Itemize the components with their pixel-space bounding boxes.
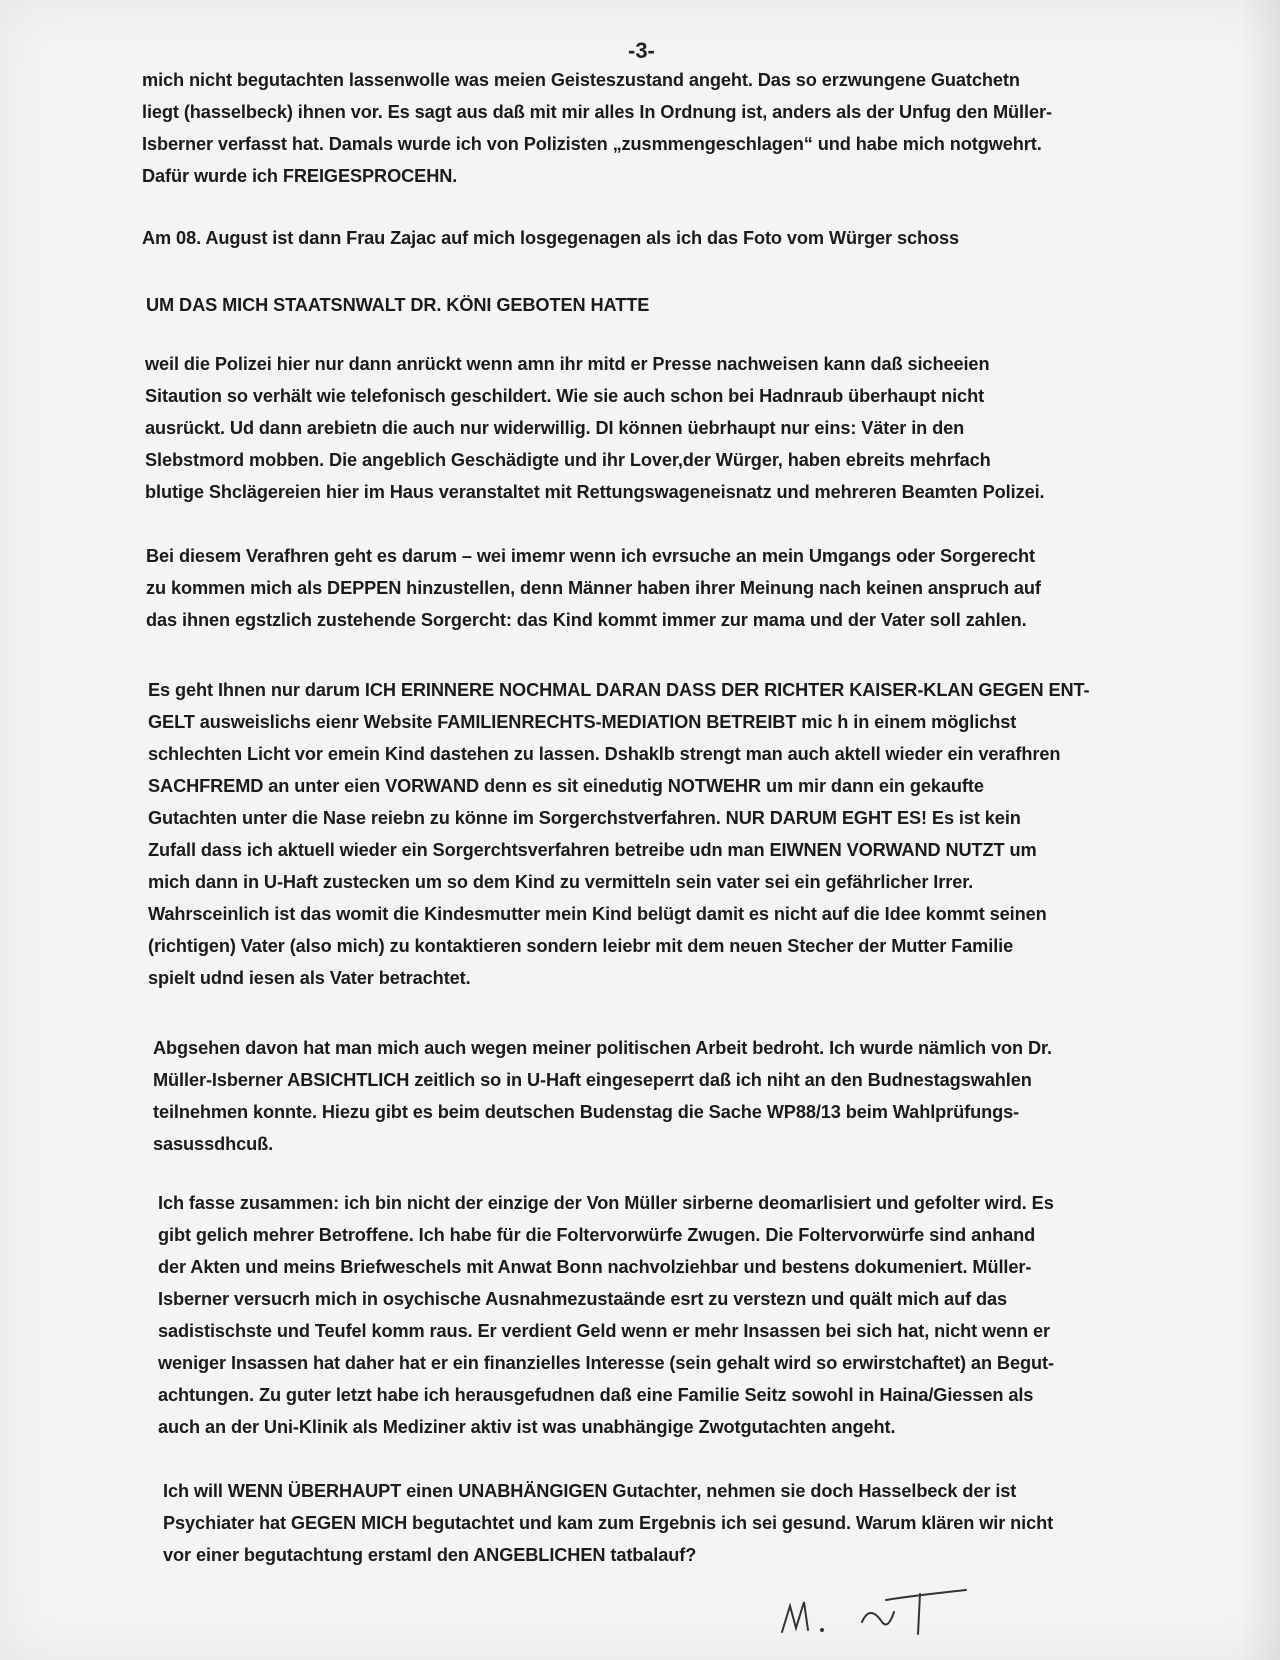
text-line: Am 08. August ist dann Frau Zajac auf mich losgegenagen als ich das Foto vom Würger schoss	[142, 228, 960, 248]
text-line: UM DAS MICH STAATSNWALT DR. KÖNI GEBOTEN HATTE	[146, 295, 650, 315]
paragraph-9	[163, 1475, 1053, 1571]
paragraph-6	[148, 674, 1090, 994]
text-line: weil die Polizei hier nur dann anrückt wenn amn ihr mitd er Presse nachweisen kann daß sicheeien	[145, 354, 990, 374]
paragraph-7	[153, 1032, 1052, 1160]
text-line: Dafür wurde ich FREIGESPROCEHN.	[142, 166, 458, 186]
text-line: gibt gelich mehrer Betroffene. Ich habe für die Foltervorwürfe Zwugen. Die Foltervorwürfe sind anhand	[158, 1225, 1036, 1245]
text-line: weniger Insassen hat daher hat er ein finanzielles Interesse (sein gehalt wird so erwirstchaftet) an Begut-	[158, 1353, 1054, 1373]
text-line: liegt (hasselbeck) ihnen vor. Es sagt aus daß mit mir alles In Ordnung ist, anders als der Unfug den Müller-	[142, 102, 1052, 122]
text-line: SACHFREMD an unter eien VORWAND denn es sit einedutig NOTWEHR um mir dann ein gekaufte	[148, 776, 984, 796]
text-line: blutige Shclägereien hier im Haus veranstaltet mit Rettungswageneisnatz und mehreren Beamten Polizei.	[145, 482, 1045, 502]
text-line: Müller-Isberner ABSICHTLICH zeitlich so in U-Haft eingeseperrt daß ich niht an den Budnestagswahlen	[153, 1070, 1032, 1090]
paragraph-5	[146, 540, 1041, 636]
text-line: Wahrsceinlich ist das womit die Kindesmutter mein Kind belügt damit es nicht auf die Idee kommt seinen	[148, 904, 1047, 924]
text-line: Abgsehen davon hat man mich auch wegen meiner politischen Arbeit bedroht. Ich wurde nämlich von Dr.	[153, 1038, 1052, 1058]
text-line: Bei diesem Verafhren geht es darum – wei imemr wenn ich evrsuche an mein Umgangs oder Sorgerecht	[146, 546, 1035, 566]
text-line: sadistischste und Teufel komm raus. Er verdient Geld wenn er mehr Insassen bei sich hat, nicht wenn er	[158, 1321, 1051, 1341]
page-edge-shadow	[1240, 0, 1280, 1660]
paragraph-2	[142, 222, 959, 254]
paragraph-1	[142, 64, 1052, 192]
text-line: teilnehmen konnte. Hiezu gibt es beim deutschen Budenstag die Sache WP88/13 beim Wahlprüfungs-	[153, 1102, 1020, 1122]
text-line: Sitaution so verhält wie telefonisch geschildert. Wie sie auch schon bei Hadnraub überhaupt nicht	[145, 386, 985, 406]
text-line: zu kommen mich als DEPPEN hinzustellen, denn Männer haben ihrer Meinung nach keinen anspruch auf	[146, 578, 1041, 598]
text-line: Zufall dass ich aktuell wieder ein Sorgerchtsverfahren betreibe udn man EIWNEN VORWAND NUTZT um	[148, 840, 1037, 860]
text-line: ausrückt. Ud dann arebietn die auch nur widerwillig. DI können üebrhaupt nur eins: Väter in den	[145, 418, 965, 438]
page-number: -3-	[628, 38, 655, 63]
text-line: vor einer begutachtung erstaml den ANGEBLICHEN tatbalauf?	[163, 1545, 697, 1565]
text-line: Ich will WENN ÜBERHAUPT einen UNABHÄNGIGEN Gutachter, nehmen sie doch Hasselbeck der ist	[163, 1481, 1017, 1501]
text-line: spielt udnd iesen als Vater betrachtet.	[148, 968, 471, 988]
text-line: das ihnen egstzlich zustehende Sorgercht: das Kind kommt immer zur mama und der Vater soll zahlen.	[146, 610, 1027, 630]
text-line: achtungen. Zu guter letzt habe ich herausgefudnen daß eine Familie Seitz sowohl in Haina/Giessen als	[158, 1385, 1034, 1405]
text-line: Isberner verfasst hat. Damals wurde ich von Polizisten „zusmmengeschlagen“ und habe mich notgwehrt.	[142, 134, 1042, 154]
text-line: Psychiater hat GEGEN MICH begutachtet und kam zum Ergebnis ich sei gesund. Warum klären wir nicht	[163, 1513, 1054, 1533]
text-line: sasussdhcuß.	[153, 1134, 274, 1154]
handwritten-signature	[770, 1570, 1000, 1650]
paragraph-8	[158, 1187, 1054, 1443]
text-line: Es geht Ihnen nur darum ICH ERINNERE NOCHMAL DARAN DASS DER RICHTER KAISER-KLAN GEGEN ENT-	[148, 680, 1090, 700]
text-line: GELT ausweislichs eienr Website FAMILIENRECHTS-MEDIATION BETREIBT mic h in einem möglichst	[148, 712, 1017, 732]
paragraph-3-heading	[146, 289, 649, 321]
text-line: Ich fasse zusammen: ich bin nicht der einzige der Von Müller sirberne deomarlisiert und gefolter wird. Es	[158, 1193, 1054, 1213]
text-line: schlechten Licht vor emein Kind dastehen zu lassen. Dshaklb strengt man auch aktell wieder ein verafhren	[148, 744, 1061, 764]
text-line: mich nicht begutachten lassenwolle was meien Geisteszustand angeht. Das so erzwungene Guatchetn	[142, 70, 1020, 90]
text-line: Slebstmord mobben. Die angeblich Geschädigte und ihr Lover,der Würger, haben ebreits mehrfach	[145, 450, 991, 470]
paragraph-4	[145, 348, 1045, 508]
text-line: Isberner versucrh mich in osychische Ausnahmezustaände esrt zu verstezn und quält mich auf das	[158, 1289, 1008, 1309]
text-line: mich dann in U-Haft zustecken um so dem Kind zu vermitteln sein vater sei ein gefährlicher Irrer.	[148, 872, 974, 892]
text-line: auch an der Uni-Klinik als Mediziner aktiv ist was unabhängige Zwotgutachten angeht.	[158, 1417, 896, 1437]
text-line: der Akten und meins Briefweschels mit Anwat Bonn nachvolziehbar und bestens dokumeniert. Müller-	[158, 1257, 1032, 1277]
text-line: Gutachten unter die Nase reiebn zu könne im Sorgerchstverfahren. NUR DARUM EGHT ES! Es ist kein	[148, 808, 1021, 828]
text-line: (richtigen) Vater (also mich) zu kontaktieren sondern leiebr mit dem neuen Stecher der Mutter Familie	[148, 936, 1014, 956]
